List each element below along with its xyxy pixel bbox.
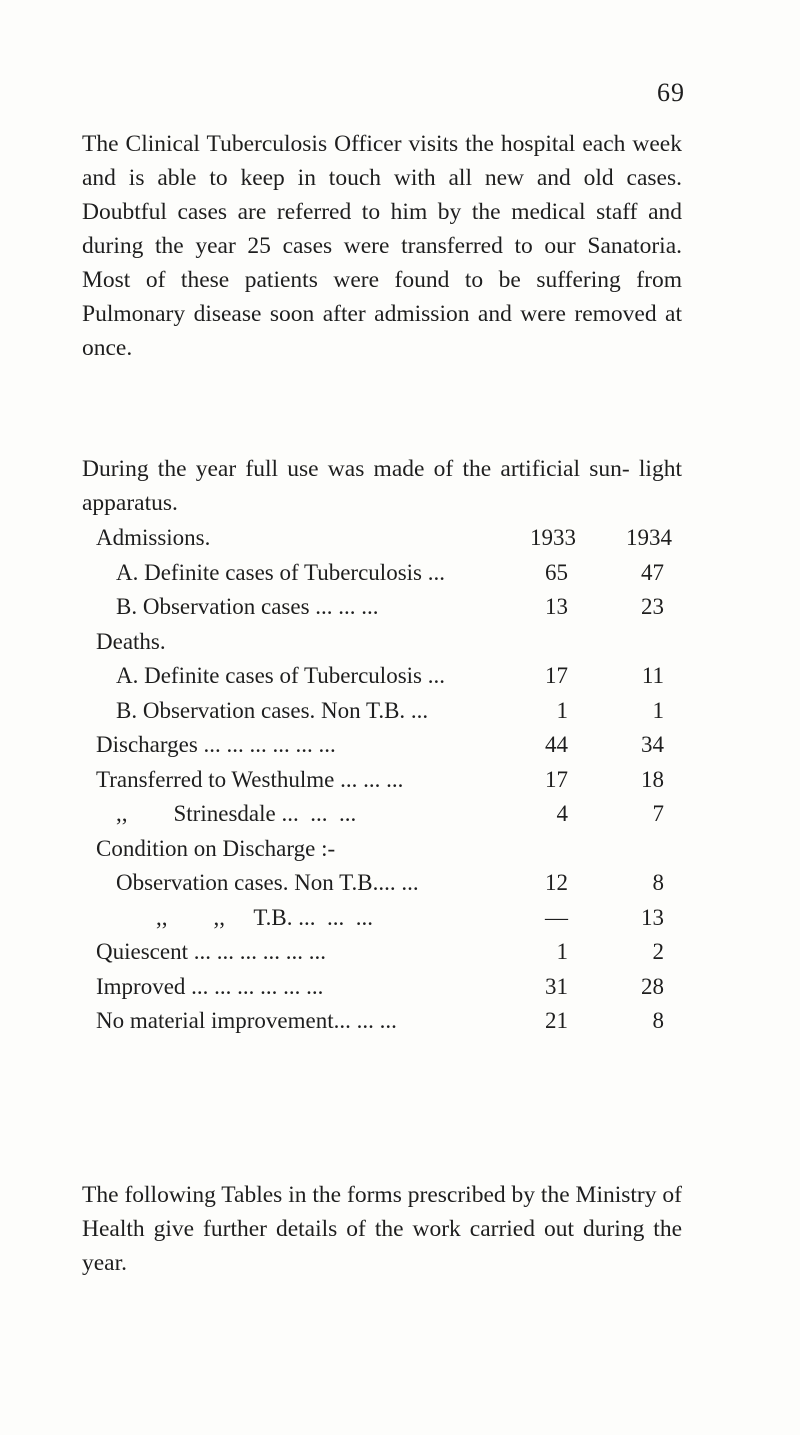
header-1933: 1933 <box>530 525 576 550</box>
value-1933: 13 <box>545 594 568 619</box>
paragraph-following-tables <box>82 1178 682 1280</box>
row-label: A. Definite cases of Tuberculosis ... <box>116 663 445 688</box>
table-row <box>96 970 696 1005</box>
row-label: B. Observation cases ... ... ... <box>116 594 379 619</box>
value-1933: 65 <box>545 559 568 585</box>
value-1933: 12 <box>545 870 568 895</box>
row-label: B. Observation cases. Non T.B. ... <box>116 697 429 723</box>
value-1934: 13 <box>641 904 664 930</box>
table-row <box>96 728 696 763</box>
header-1934: 1934 <box>626 525 672 550</box>
section-label: Deaths. <box>96 628 166 654</box>
table-row <box>96 694 696 729</box>
table-section-row <box>96 625 696 660</box>
value-1934: 11 <box>641 663 664 688</box>
table-header-row <box>96 521 696 556</box>
table-row <box>96 797 696 832</box>
paragraph-tuberculosis-officer <box>82 127 682 365</box>
row-label: A. Definite cases of Tuberculosis ... <box>116 559 445 585</box>
value-1934: 34 <box>641 732 664 757</box>
table-row <box>96 659 696 694</box>
paragraph-text: During the year full use was made of the artificial sun- light apparatus. <box>82 456 682 516</box>
row-label: No material improvement... ... ... <box>96 1008 397 1033</box>
row-label: Transferred to Westhulme ... ... ... <box>96 766 404 792</box>
value-1933: 4 <box>556 801 568 826</box>
value-1933: 1 <box>556 697 568 723</box>
table-section-row <box>96 832 696 867</box>
value-1933: 44 <box>545 732 568 757</box>
value-1934: 8 <box>652 870 664 895</box>
value-1934: 28 <box>641 973 664 999</box>
table-row <box>96 763 696 798</box>
table-row <box>96 935 696 970</box>
value-1934: 1 <box>652 697 664 723</box>
value-1934: 7 <box>652 801 664 826</box>
value-1934: 18 <box>641 766 664 792</box>
section-label: Condition on Discharge :- <box>96 835 336 861</box>
statistics-table <box>96 521 696 1039</box>
value-1934: 2 <box>652 939 664 964</box>
table-row <box>96 866 696 901</box>
row-label: Observation cases. Non T.B.... ... <box>116 870 419 895</box>
paragraph-text: The following Tables in the forms prescribed by the Ministry of Health give further details of the work carried out during the year. <box>82 1182 682 1276</box>
value-1933: 1 <box>556 939 568 964</box>
value-1933: 31 <box>545 973 568 999</box>
row-label: Quiescent ... ... ... ... ... ... <box>96 939 326 964</box>
paragraph-text: The Clinical Tuberculosis Officer visits the hospital each week and is able to keep in touch with all new and old cases. Doubtful cases are referred to him by the medical staff and during the year 25 cases were transferred to our Sanatoria. Most of these patients were found to be suffering from Pulmonary disease soon after admission and were removed at once. <box>82 131 682 361</box>
value-1934: 8 <box>652 1008 664 1033</box>
row-label: Improved ... ... ... ... ... ... <box>96 973 324 999</box>
row-label: Discharges ... ... ... ... ... ... <box>96 732 336 757</box>
row-label: ,, ,, T.B. ... ... ... <box>156 904 374 930</box>
paragraph-sunlight-apparatus <box>82 452 682 520</box>
value-1934: 23 <box>641 594 664 619</box>
table-row <box>96 901 696 936</box>
table-row <box>96 1004 696 1039</box>
row-label: ,, Strinesdale ... ... ... <box>116 801 357 826</box>
value-1934: 47 <box>641 559 664 585</box>
page-number: 69 <box>657 78 685 107</box>
table-row <box>96 590 696 625</box>
value-1933: 17 <box>545 766 568 792</box>
value-1933: 17 <box>545 663 568 688</box>
header-label: Admissions. <box>96 525 211 550</box>
value-1933: — <box>545 904 568 930</box>
value-1933: 21 <box>545 1008 568 1033</box>
table-row <box>96 556 696 591</box>
